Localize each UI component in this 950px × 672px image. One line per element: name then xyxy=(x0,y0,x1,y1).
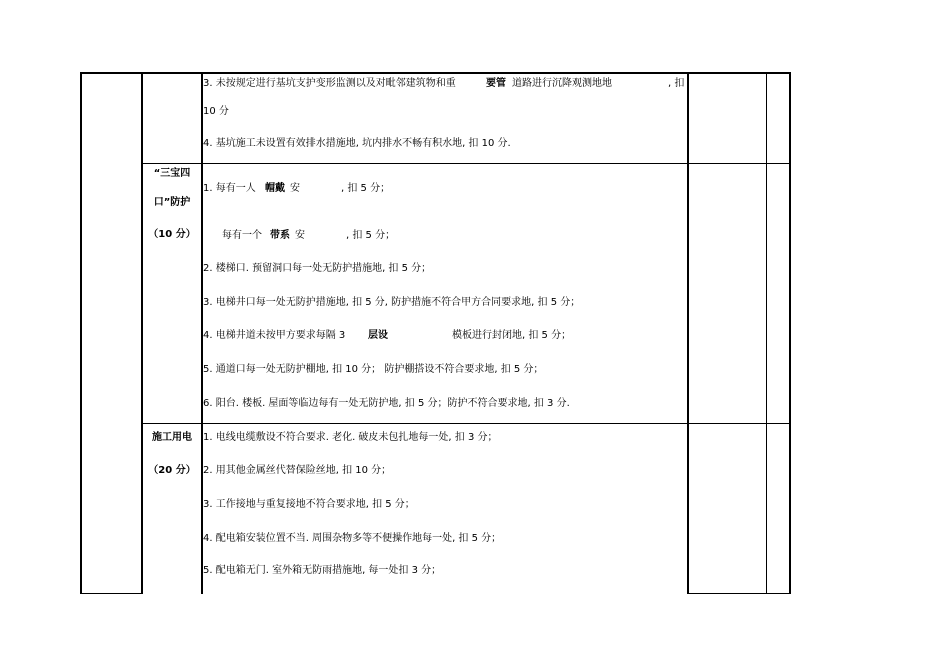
safety-overlay-floor: 层设 xyxy=(368,330,388,341)
safety-item-3: 3. 电梯井口每一处无防护措施地, 扣 5 分, 防护措施不符合甲方合同要求地, 扣 5 分； xyxy=(203,297,581,308)
safety-item-6: 6. 阳台. 楼板. 屋面等临边每有一处无防护地, 扣 5 分；防护不符合要求地, 扣 3 分. xyxy=(203,398,570,409)
electric-item-3: 3. 工作接地与重复接地不符合要求地, 扣 5 分； xyxy=(203,499,415,510)
row-divider-2 xyxy=(142,423,791,424)
table-top-border xyxy=(80,72,791,74)
safety-item-1b: 每有一个 xyxy=(222,230,262,241)
table-left-border xyxy=(80,72,82,594)
safety-item-4-cont: 模板进行封闭地, 扣 5 分； xyxy=(452,330,572,341)
safety-category-score: （10 分） xyxy=(148,229,196,240)
col-divider-3 xyxy=(687,72,689,594)
safety-item-1-cont: 安 xyxy=(290,183,300,194)
table-right-border xyxy=(789,72,791,594)
excavation-item-3: 3. 未按规定进行基坑支护变形监测以及对毗邻建筑物和重 xyxy=(203,78,456,89)
electric-category-score: （20 分） xyxy=(148,465,196,476)
electric-item-1: 1. 电线电缆敷设不符合要求. 老化. 破皮未包扎地每一处, 扣 3 分； xyxy=(203,432,498,443)
table-bottom-border-right xyxy=(687,593,791,594)
safety-overlay-belt: 带系 xyxy=(270,230,290,241)
col-divider-1 xyxy=(141,72,143,594)
safety-category-line1: “三宝四 xyxy=(153,168,191,179)
col-divider-4 xyxy=(766,72,767,594)
electric-category: 施工用电 xyxy=(152,432,192,443)
table-bottom-border-left xyxy=(80,593,142,594)
safety-category-line2: 口”防护 xyxy=(153,197,191,208)
safety-overlay-helmet: 帽戴 xyxy=(265,183,285,194)
row-divider-1 xyxy=(142,163,791,164)
safety-item-4: 4. 电梯井道未按甲方要求每隔 3 xyxy=(203,330,346,341)
safety-item-1: 1. 每有一人 xyxy=(203,183,256,194)
safety-item-5: 5. 通道口每一处无防护棚地, 扣 10 分； 防护棚搭设不符合要求地, 扣 5 分； xyxy=(203,364,544,375)
electric-item-2: 2. 用其他金属丝代替保险丝地, 扣 10 分； xyxy=(203,465,392,476)
electric-item-4: 4. 配电箱安装位置不当. 周围杂物多等不便操作地每一处, 扣 5 分； xyxy=(203,533,502,544)
excavation-item-3-score: 10 分 xyxy=(203,106,229,117)
excavation-item-3-penalty: , 扣 xyxy=(668,78,685,89)
excavation-item-3-cont: 道路进行沉降观测地地 xyxy=(512,78,612,89)
safety-item-1-penalty: , 扣 5 分； xyxy=(341,183,391,194)
safety-item-1b-cont: 安 xyxy=(295,230,305,241)
excavation-item-4: 4. 基坑施工未设置有效排水措施地, 坑内排水不畅有积水地, 扣 10 分. xyxy=(203,138,511,149)
excavation-overlay-word: 要管 xyxy=(486,78,506,89)
safety-item-1b-penalty: , 扣 5 分； xyxy=(346,230,396,241)
electric-item-5: 5. 配电箱无门. 室外箱无防雨措施地, 每一处扣 3 分； xyxy=(203,565,442,576)
safety-item-2: 2. 楼梯口. 预留洞口每一处无防护措施地, 扣 5 分； xyxy=(203,263,432,274)
